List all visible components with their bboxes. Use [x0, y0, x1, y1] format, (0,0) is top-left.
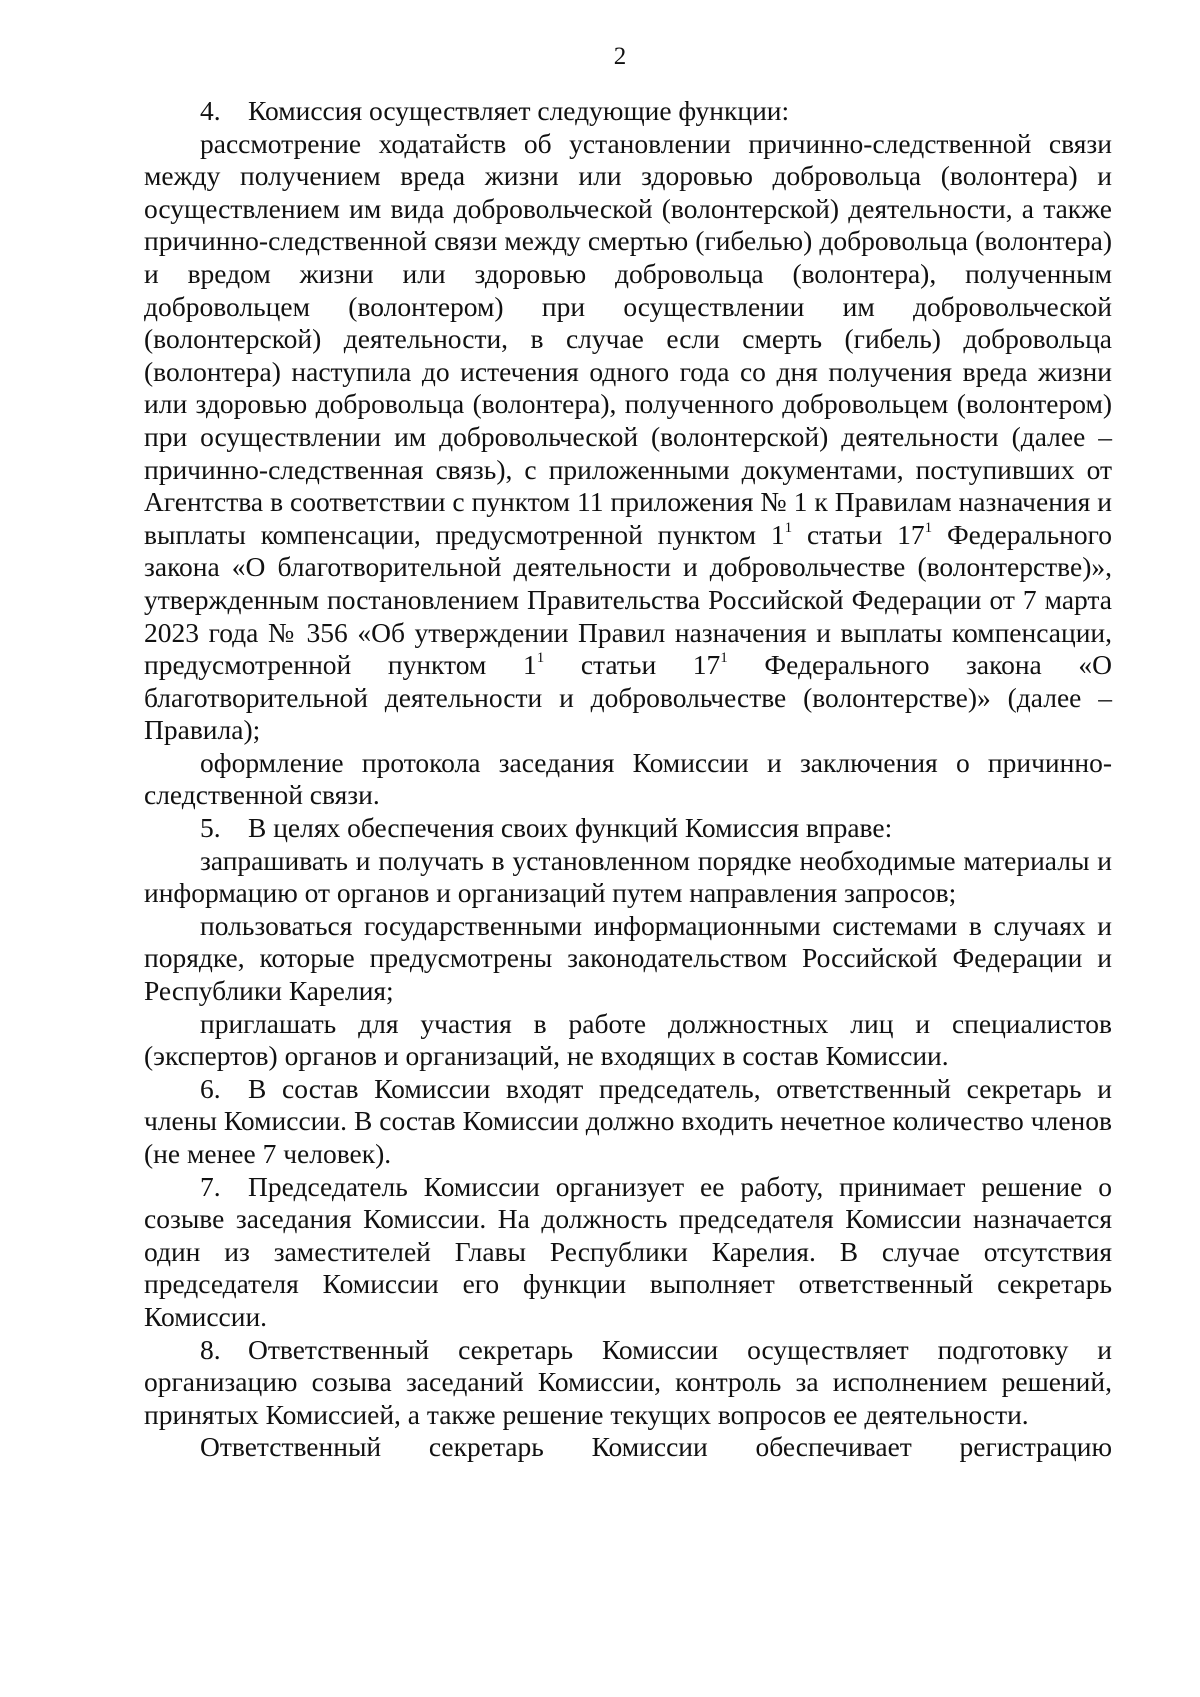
item-4-paragraph-1-part-4: статьи 17	[544, 649, 721, 681]
item-4-paragraph-1-part-5: Федерального закона «О благотворительной деятельности и добровольчестве (волонтерстве)» (далее – Правила);	[144, 649, 1112, 746]
item-5-paragraph-1: запрашивать и получать в установленном порядке необходимые материалы и информацию от органов и организаций путем направления запросов;	[144, 844, 1112, 909]
item-4-paragraph-1-part-3: Федерального закона «О благотворительной деятельности и добровольчестве (волонтерстве)», утвержденным постановлением Правительства Российской Федерации от 7 марта 2023 года № 356 «Об утверждении Правил назначения и выплаты компенсации, предусмотренной пунктом 1	[144, 518, 1112, 681]
superscript: 1	[720, 650, 728, 667]
item-7-number: 7.	[200, 1170, 221, 1202]
item-4-heading	[144, 95, 1112, 128]
item-4-paragraph-1-part-1: рассмотрение ходатайств об установлении причинно-следственной связи между получением вреда жизни или здоровью добровольца (волонтера) и осуществлением им вида добровольческой (волонтерской) деятельности, а также причинно-следственной связи между смертью (гибелью) добровольца (волонтера) и вредом жизни или здоровью добровольца (волонтера), полученным добровольцем (волонтером) при осуществлении им добровольческой (волонтерской) деятельности, в случае если смерть (гибель) добровольца (волонтера) наступила до истечения одного года со дня получения вреда жизни или здоровью добровольца (волонтера), полученного добровольцем (волонтером) при осуществлении им добровольческой (волонтерской) деятельности (далее – причинно-следственная связь), с приложенными документами, поступивших от Агентства в соответствии с пунктом 11 приложения № 1 к Правилам назначения и выплаты компенсации, предусмотренной пунктом 1	[144, 127, 1112, 550]
item-5-paragraph-2: пользоваться государственными информационными системами в случаях и порядке, которые предусмотрены законодательством Российской Федерации и Республики Карелия;	[144, 909, 1112, 1007]
item-5-paragraph-3: приглашать для участия в работе должностных лиц и специалистов (экспертов) органов и организаций, не входящих в состав Комиссии.	[144, 1007, 1112, 1072]
page-number: 2	[613, 43, 627, 70]
superscript: 1	[536, 650, 545, 667]
item-5-number: 5.	[200, 812, 221, 844]
item-4-paragraph-1-part-2: статьи 17	[792, 518, 925, 550]
item-8	[144, 1334, 1112, 1432]
item-8-number: 8.	[200, 1333, 221, 1365]
item-4-heading-text: Комиссия осуществляет следующие функции:	[248, 95, 790, 126]
item-4-number: 4.	[200, 95, 221, 126]
item-4-paragraph-2: оформление протокола заседания Комиссии и заключения о причинно-следственной связи.	[144, 746, 1112, 811]
item-4-paragraph-1	[144, 128, 1112, 747]
item-5-heading-text: В целях обеспечения своих функций Комиссия вправе:	[248, 812, 893, 844]
document-body	[144, 95, 1112, 1464]
item-7	[144, 1171, 1112, 1334]
superscript: 1	[784, 519, 793, 536]
item-6-number: 6.	[200, 1072, 221, 1104]
item-7-text: Председатель Комиссии организует ее работу, принимает решение о созыве заседания Комиссии. На должность председателя Комиссии назначается один из заместителей Главы Республики Карелия. В случае отсутствия председателя Комиссии его функции выполняет ответственный секретарь Комиссии.	[144, 1170, 1112, 1332]
superscript: 1	[924, 519, 933, 536]
item-8-continuation: Ответственный секретарь Комиссии обеспечивает регистрацию	[200, 1431, 1112, 1463]
item-5-heading	[144, 812, 1112, 845]
item-6	[144, 1073, 1112, 1171]
item-8-text: Ответственный секретарь Комиссии осуществляет подготовку и организацию созыва заседаний Комиссии, контроль за исполнением решений, принятых Комиссией, а также решение текущих вопросов ее деятельности.	[144, 1333, 1112, 1430]
item-6-text: В состав Комиссии входят председатель, ответственный секретарь и члены Комиссии. В состав Комиссии должно входить нечетное количество членов (не менее 7 человек).	[144, 1072, 1112, 1169]
